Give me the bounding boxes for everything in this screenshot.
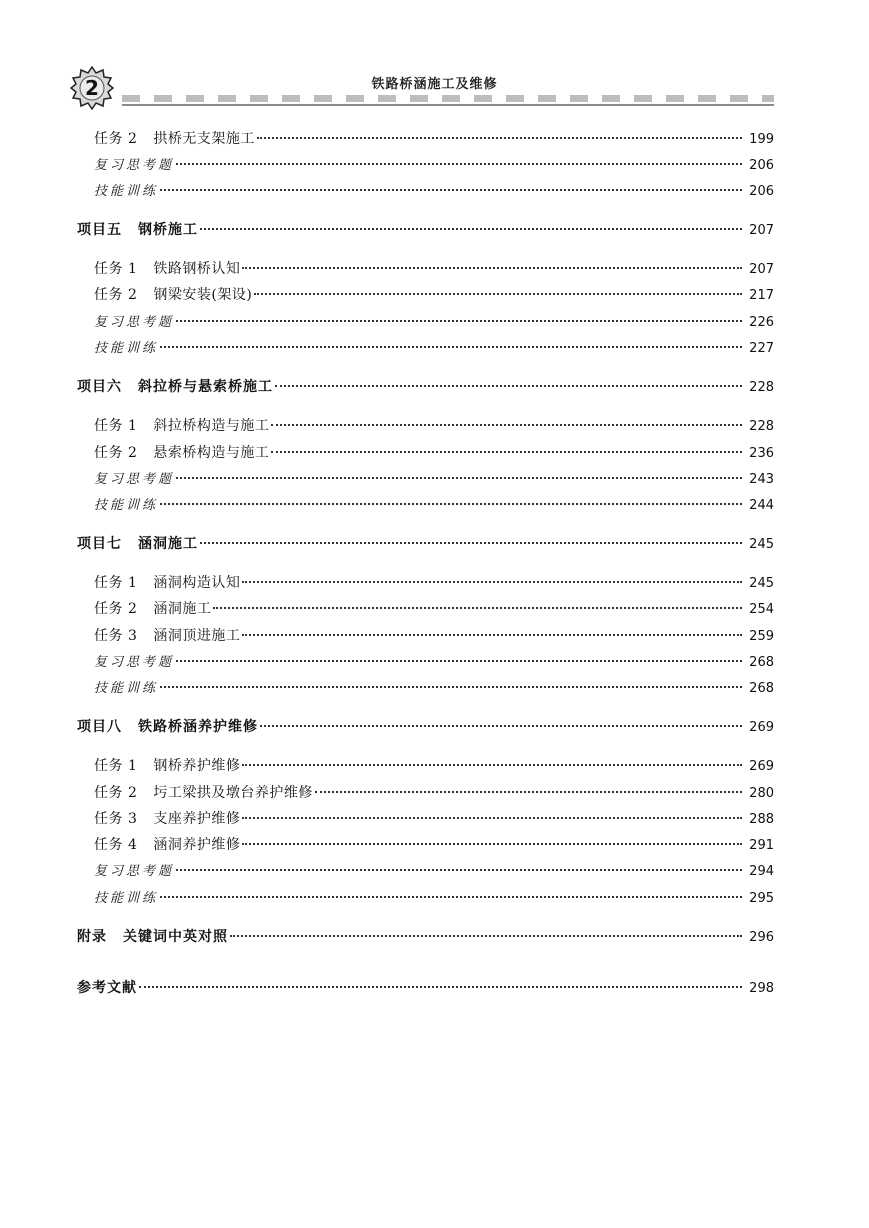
- toc-entry-title: 钢桥施工: [138, 222, 198, 238]
- toc-entry-label: [94, 677, 158, 696]
- toc-dot-leader: [242, 634, 742, 636]
- toc-page-number: 245: [749, 576, 774, 591]
- toc-entry-label: [94, 651, 174, 670]
- toc-entry-label: [94, 311, 174, 330]
- toc-entry-prefix: 任务 3: [94, 628, 138, 644]
- toc-dot-leader: [242, 267, 742, 269]
- header-dash-decoration: [122, 95, 774, 102]
- toc-review-entry[interactable]: [94, 494, 774, 514]
- toc-entry-label: [94, 258, 240, 278]
- toc-entry-prefix: 任务 2: [94, 287, 138, 303]
- toc-entry-prefix: 任务 2: [94, 131, 138, 147]
- toc-task-entry[interactable]: [94, 442, 774, 462]
- toc-entry-label: [94, 625, 240, 645]
- toc-page-number: 199: [749, 132, 774, 147]
- toc-entry-title: 斜拉桥构造与施工: [153, 418, 270, 434]
- toc-entry-prefix: 项目五: [77, 222, 122, 238]
- toc-entry-label: [94, 782, 313, 802]
- toc-review-entry[interactable]: [94, 887, 774, 907]
- running-header-title: 铁路桥涵施工及维修: [371, 77, 498, 92]
- toc-task-entry[interactable]: [94, 128, 774, 148]
- toc-dot-leader: [260, 725, 742, 727]
- toc-task-entry[interactable]: [94, 284, 774, 304]
- toc-entry-label: [94, 154, 174, 173]
- toc-project-entry[interactable]: [77, 977, 774, 997]
- toc-entry-label: [94, 284, 252, 304]
- toc-dot-leader: [242, 764, 742, 766]
- toc-review-entry[interactable]: [94, 468, 774, 488]
- toc-entry-label: [94, 887, 158, 906]
- toc-entry-title: 技能训练: [94, 681, 159, 696]
- toc-project-entry[interactable]: [77, 716, 774, 736]
- toc-entry-prefix: 任务 4: [94, 837, 138, 853]
- toc-dot-leader: [271, 451, 742, 453]
- toc-entry-label: [94, 415, 269, 435]
- toc-entry-label: [94, 337, 158, 356]
- toc-entry-title: 钢桥养护维修: [153, 758, 241, 774]
- toc-dot-leader: [315, 791, 742, 793]
- toc-dot-leader: [254, 293, 742, 295]
- toc-page-number: 291: [749, 838, 774, 853]
- toc-dot-leader: [160, 686, 742, 688]
- toc-page-number: 269: [749, 759, 774, 774]
- toc-entry-prefix: 任务 2: [94, 601, 138, 617]
- toc-dot-leader: [160, 346, 742, 348]
- toc-review-entry[interactable]: [94, 677, 774, 697]
- toc-dot-leader: [176, 163, 742, 165]
- toc-review-entry[interactable]: [94, 651, 774, 671]
- toc-project-entry[interactable]: [77, 533, 774, 553]
- toc-project-entry[interactable]: [77, 219, 774, 239]
- toc-entry-label: [77, 926, 228, 946]
- toc-review-entry[interactable]: [94, 860, 774, 880]
- toc-dot-leader: [139, 986, 742, 988]
- toc-entry-title: 技能训练: [94, 184, 159, 199]
- toc-page-number: 207: [749, 223, 774, 238]
- toc-page-number: 280: [749, 786, 774, 801]
- toc-entry-title: 铁路桥涵养护维修: [138, 719, 258, 735]
- toc-dot-leader: [275, 385, 742, 387]
- toc-entry-label: [77, 376, 273, 396]
- toc-entry-label: [94, 468, 174, 487]
- toc-entry-prefix: 任务 2: [94, 445, 138, 461]
- toc-page-number: 206: [749, 158, 774, 173]
- toc-page-number: 268: [749, 681, 774, 696]
- toc-dot-leader: [242, 843, 742, 845]
- toc-entry-label: [94, 572, 240, 592]
- toc-entry-prefix: 任务 1: [94, 418, 138, 434]
- toc-entry-prefix: 任务 1: [94, 758, 138, 774]
- toc-entry-label: [94, 128, 255, 148]
- toc-entry-label: [77, 533, 198, 553]
- toc-project-entry[interactable]: [77, 926, 774, 946]
- toc-entry-title: 技能训练: [94, 341, 159, 356]
- toc-review-entry[interactable]: [94, 154, 774, 174]
- toc-task-entry[interactable]: [94, 808, 774, 828]
- toc-entry-title: 钢梁安装(架设): [153, 287, 253, 303]
- toc-task-entry[interactable]: [94, 834, 774, 854]
- toc-entry-title: 涵洞顶进施工: [153, 628, 241, 644]
- page-number: 2: [85, 76, 99, 100]
- toc-dot-leader: [160, 503, 742, 505]
- toc-entry-label: [94, 808, 240, 828]
- toc-entry-title: 圬工梁拱及墩台养护维修: [153, 785, 313, 801]
- toc-task-entry[interactable]: [94, 572, 774, 592]
- toc-entry-title: 涵洞施工: [153, 601, 212, 617]
- toc-entry-prefix: 项目八: [77, 719, 122, 735]
- toc-task-entry[interactable]: [94, 415, 774, 435]
- toc-page-number: 228: [749, 380, 774, 395]
- toc-page-number: 268: [749, 655, 774, 670]
- toc-entry-label: [94, 860, 174, 879]
- toc-page-number: 294: [749, 864, 774, 879]
- toc-page-number: 259: [749, 629, 774, 644]
- toc-dot-leader: [176, 660, 742, 662]
- toc-entry-prefix: 项目七: [77, 536, 122, 552]
- toc-page-number: 243: [749, 472, 774, 487]
- toc-entry-label: [94, 834, 240, 854]
- toc-page-number: 298: [749, 981, 774, 996]
- toc-entry-label: [94, 442, 269, 462]
- toc-entry-label: [94, 598, 211, 618]
- toc-entry-prefix: 项目六: [77, 379, 122, 395]
- toc-dot-leader: [271, 424, 742, 426]
- toc-page-number: 227: [749, 341, 774, 356]
- toc-entry-title: 复习思考题: [94, 315, 175, 330]
- toc-entry-label: [94, 180, 158, 199]
- toc-dot-leader: [242, 581, 742, 583]
- toc-entry-label: [94, 755, 240, 775]
- toc-page-number: 236: [749, 446, 774, 461]
- toc-entry-title: 支座养护维修: [153, 811, 241, 827]
- toc-entry-title: 复习思考题: [94, 864, 175, 879]
- toc-entry-title: 复习思考题: [94, 655, 175, 670]
- toc-task-entry[interactable]: [94, 625, 774, 645]
- toc-task-entry[interactable]: [94, 258, 774, 278]
- toc-entry-label: [77, 716, 258, 736]
- toc-dot-leader: [257, 137, 742, 139]
- toc-dot-leader: [160, 189, 742, 191]
- header-rule: [122, 104, 774, 106]
- toc-dot-leader: [200, 542, 742, 544]
- toc-page-number: 226: [749, 315, 774, 330]
- toc-dot-leader: [230, 935, 742, 937]
- toc-review-entry[interactable]: [94, 180, 774, 200]
- toc-entry-title: 悬索桥构造与施工: [153, 445, 270, 461]
- toc-entry-title: 涵洞构造认知: [153, 575, 241, 591]
- toc-page-number: 207: [749, 262, 774, 277]
- toc-entry-title: 涵洞施工: [138, 536, 198, 552]
- toc-page-number: 244: [749, 498, 774, 513]
- toc-dot-leader: [213, 607, 742, 609]
- toc-dot-leader: [242, 817, 742, 819]
- toc-page-number: 254: [749, 602, 774, 617]
- toc-page-number: 228: [749, 419, 774, 434]
- toc-task-entry[interactable]: [94, 782, 774, 802]
- toc-review-entry[interactable]: [94, 337, 774, 357]
- toc-page-number: 245: [749, 537, 774, 552]
- toc-entry-label: [77, 219, 198, 239]
- toc-page-number: 288: [749, 812, 774, 827]
- toc-entry-title: 关键词中英对照: [123, 929, 228, 945]
- toc-page-number: 206: [749, 184, 774, 199]
- toc-entry-title: 复习思考题: [94, 158, 175, 173]
- toc-dot-leader: [176, 869, 742, 871]
- toc-entry-prefix: 任务 2: [94, 785, 138, 801]
- toc-page-number: 269: [749, 720, 774, 735]
- toc-entry-title: 技能训练: [94, 498, 159, 513]
- toc-entry-title: 技能训练: [94, 891, 159, 906]
- toc-page-number: 296: [749, 930, 774, 945]
- toc-entry-prefix: 任务 3: [94, 811, 138, 827]
- toc-entry-title: 拱桥无支架施工: [153, 131, 255, 147]
- toc-entry-label: [94, 494, 158, 513]
- toc-entry-title: 参考文献: [77, 980, 137, 996]
- toc-entry-title: 铁路钢桥认知: [153, 261, 241, 277]
- toc-task-entry[interactable]: [94, 598, 774, 618]
- toc-dot-leader: [160, 896, 742, 898]
- toc-entry-prefix: 任务 1: [94, 575, 138, 591]
- toc-task-entry[interactable]: [94, 755, 774, 775]
- toc-project-entry[interactable]: [77, 376, 774, 396]
- toc-entry-label: [77, 977, 137, 997]
- toc-dot-leader: [176, 320, 742, 322]
- toc-entry-title: 涵洞养护维修: [153, 837, 241, 853]
- toc-dot-leader: [200, 228, 742, 230]
- toc-page-number: 295: [749, 891, 774, 906]
- toc-entry-title: 复习思考题: [94, 472, 175, 487]
- toc-dot-leader: [176, 477, 742, 479]
- toc-entry-title: 斜拉桥与悬索桥施工: [138, 379, 273, 395]
- toc-review-entry[interactable]: [94, 311, 774, 331]
- toc-page-number: 217: [749, 288, 774, 303]
- toc-entry-prefix: 任务 1: [94, 261, 138, 277]
- toc-entry-prefix: 附录: [77, 929, 107, 945]
